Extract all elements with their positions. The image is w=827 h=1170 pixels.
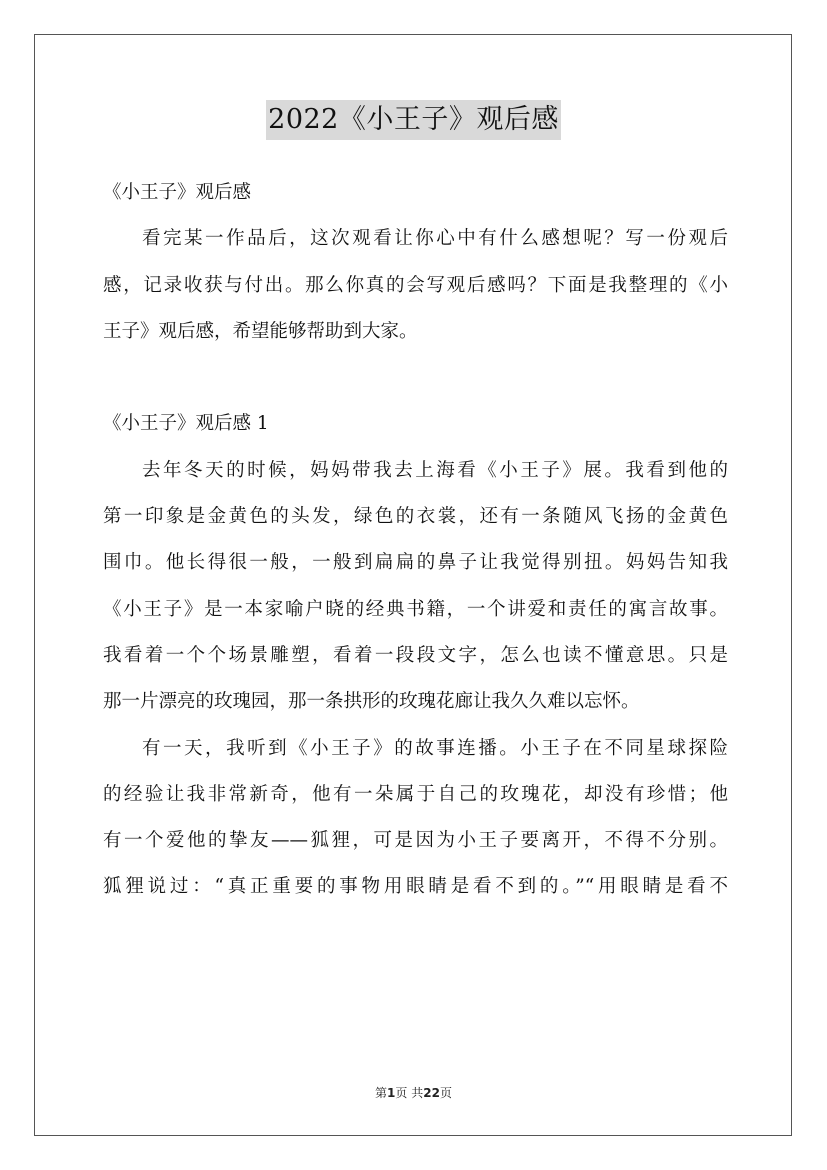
page-mid: 页 共: [395, 1086, 424, 1100]
paragraph-line: 看完某一作品后，这次观看让你心中有什么感想呢？写一份观后: [142, 228, 728, 250]
paragraph-line: 第一印象是金黄色的头发，绿色的衣裳，还有一条随风飞扬的金黄色: [103, 506, 728, 528]
section-subheading: 《小王子》观后感 1: [103, 413, 269, 435]
paragraph-line: 王子》观后感，希望能够帮助到大家。: [103, 320, 418, 342]
blank-line: [103, 355, 728, 401]
page-footer: [0, 1084, 827, 1101]
paragraph-line: 《小王子》是一本家喻户晓的经典书籍，一个讲爱和责任的寓言故事。: [103, 598, 728, 620]
paragraph-line: 狐狸说过：“真正重要的事物用眼睛是看不到的。”“用眼睛是看不: [103, 876, 728, 898]
document-title: 2022《小王子》观后感: [266, 100, 561, 140]
title-container: [0, 100, 827, 140]
page-number: 1: [387, 1086, 396, 1100]
paragraph-line: 去年冬天的时候，妈妈带我去上海看《小王子》展。我看到他的: [142, 459, 728, 481]
paragraph-line: 围巾。他长得很一般，一般到扁扁的鼻子让我觉得别扭。妈妈告知我: [103, 552, 728, 574]
paragraph-line: 感，记录收获与付出。那么你真的会写观后感吗？下面是我整理的《小: [103, 274, 728, 296]
paragraph-line: 我看着一个个场景雕塑，看着一段段文字，怎么也读不懂意思。只是: [103, 644, 728, 666]
paragraph-line: 那一片漂亮的玫瑰园，那一条拱形的玫瑰花廊让我久久难以忘怀。: [103, 691, 640, 713]
paragraph-line: 的经验让我非常新奇，他有一朵属于自己的玫瑰花，却没有珍惜；他: [103, 783, 728, 805]
page-prefix: 第: [375, 1086, 388, 1100]
document-body: [103, 170, 728, 911]
intro-subheading: 《小王子》观后感: [103, 182, 252, 203]
page-total: 22: [423, 1086, 440, 1100]
paragraph-line: 有一天，我听到《小王子》的故事连播。小王子在不同星球探险: [142, 737, 728, 759]
page-suffix: 页: [439, 1086, 452, 1100]
paragraph-line: 有一个爱他的挚友——狐狸，可是因为小王子要离开，不得不分别。: [103, 830, 728, 852]
